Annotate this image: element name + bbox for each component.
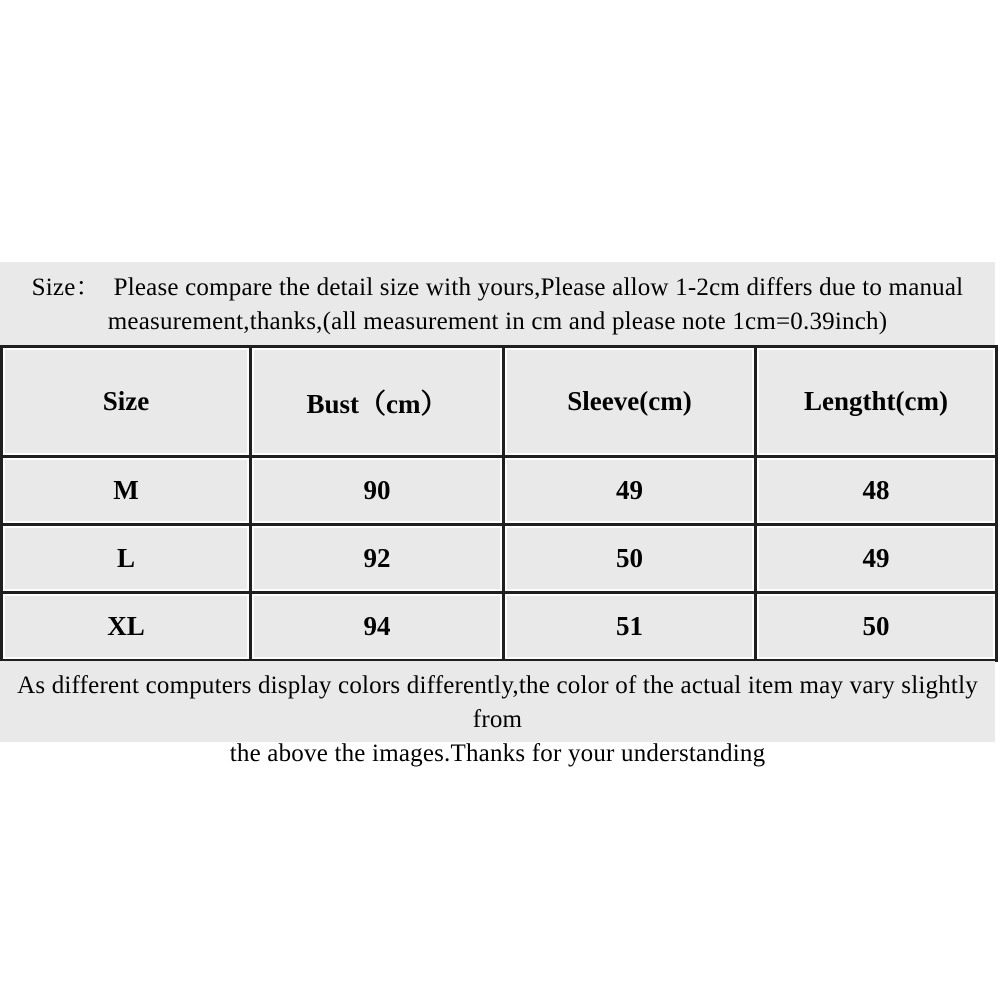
cell-xl-length: 50 <box>756 593 997 661</box>
size-note-line-1: Size： Please compare the detail size with yours,Please allow 1-2cm differs due to manual <box>31 274 964 301</box>
column-header-bust: Bust（cm） <box>251 347 504 457</box>
color-disclaimer-note <box>0 661 995 767</box>
color-note-line-1: As different computers display colors differently,the color of the actual item may vary slightly from <box>17 672 985 733</box>
cell-l-size: L <box>2 525 251 593</box>
column-header-size: Size <box>2 347 251 457</box>
table-row-m <box>2 457 997 525</box>
cell-m-size: M <box>2 457 251 525</box>
cell-m-bust: 90 <box>251 457 504 525</box>
cell-xl-sleeve: 51 <box>504 593 756 661</box>
column-header-length: Lengtht(cm) <box>756 347 997 457</box>
cell-xl-bust: 94 <box>251 593 504 661</box>
cell-m-length: 48 <box>756 457 997 525</box>
cell-xl-size: XL <box>2 593 251 661</box>
cell-l-bust: 92 <box>251 525 504 593</box>
cell-l-sleeve: 50 <box>504 525 756 593</box>
size-note-line-2: measurement,thanks,(all measurement in cm and please note 1cm=0.39inch) <box>107 308 888 335</box>
cell-m-sleeve: 49 <box>504 457 756 525</box>
table-row-l <box>2 525 997 593</box>
column-header-sleeve: Sleeve(cm) <box>504 347 756 457</box>
table-header-row <box>2 347 997 457</box>
size-chart-table <box>0 345 998 662</box>
size-measurement-note <box>0 262 995 347</box>
cell-l-length: 49 <box>756 525 997 593</box>
table-row-xl <box>2 593 997 661</box>
color-note-line-2: the above the images.Thanks for your understanding <box>229 740 766 767</box>
